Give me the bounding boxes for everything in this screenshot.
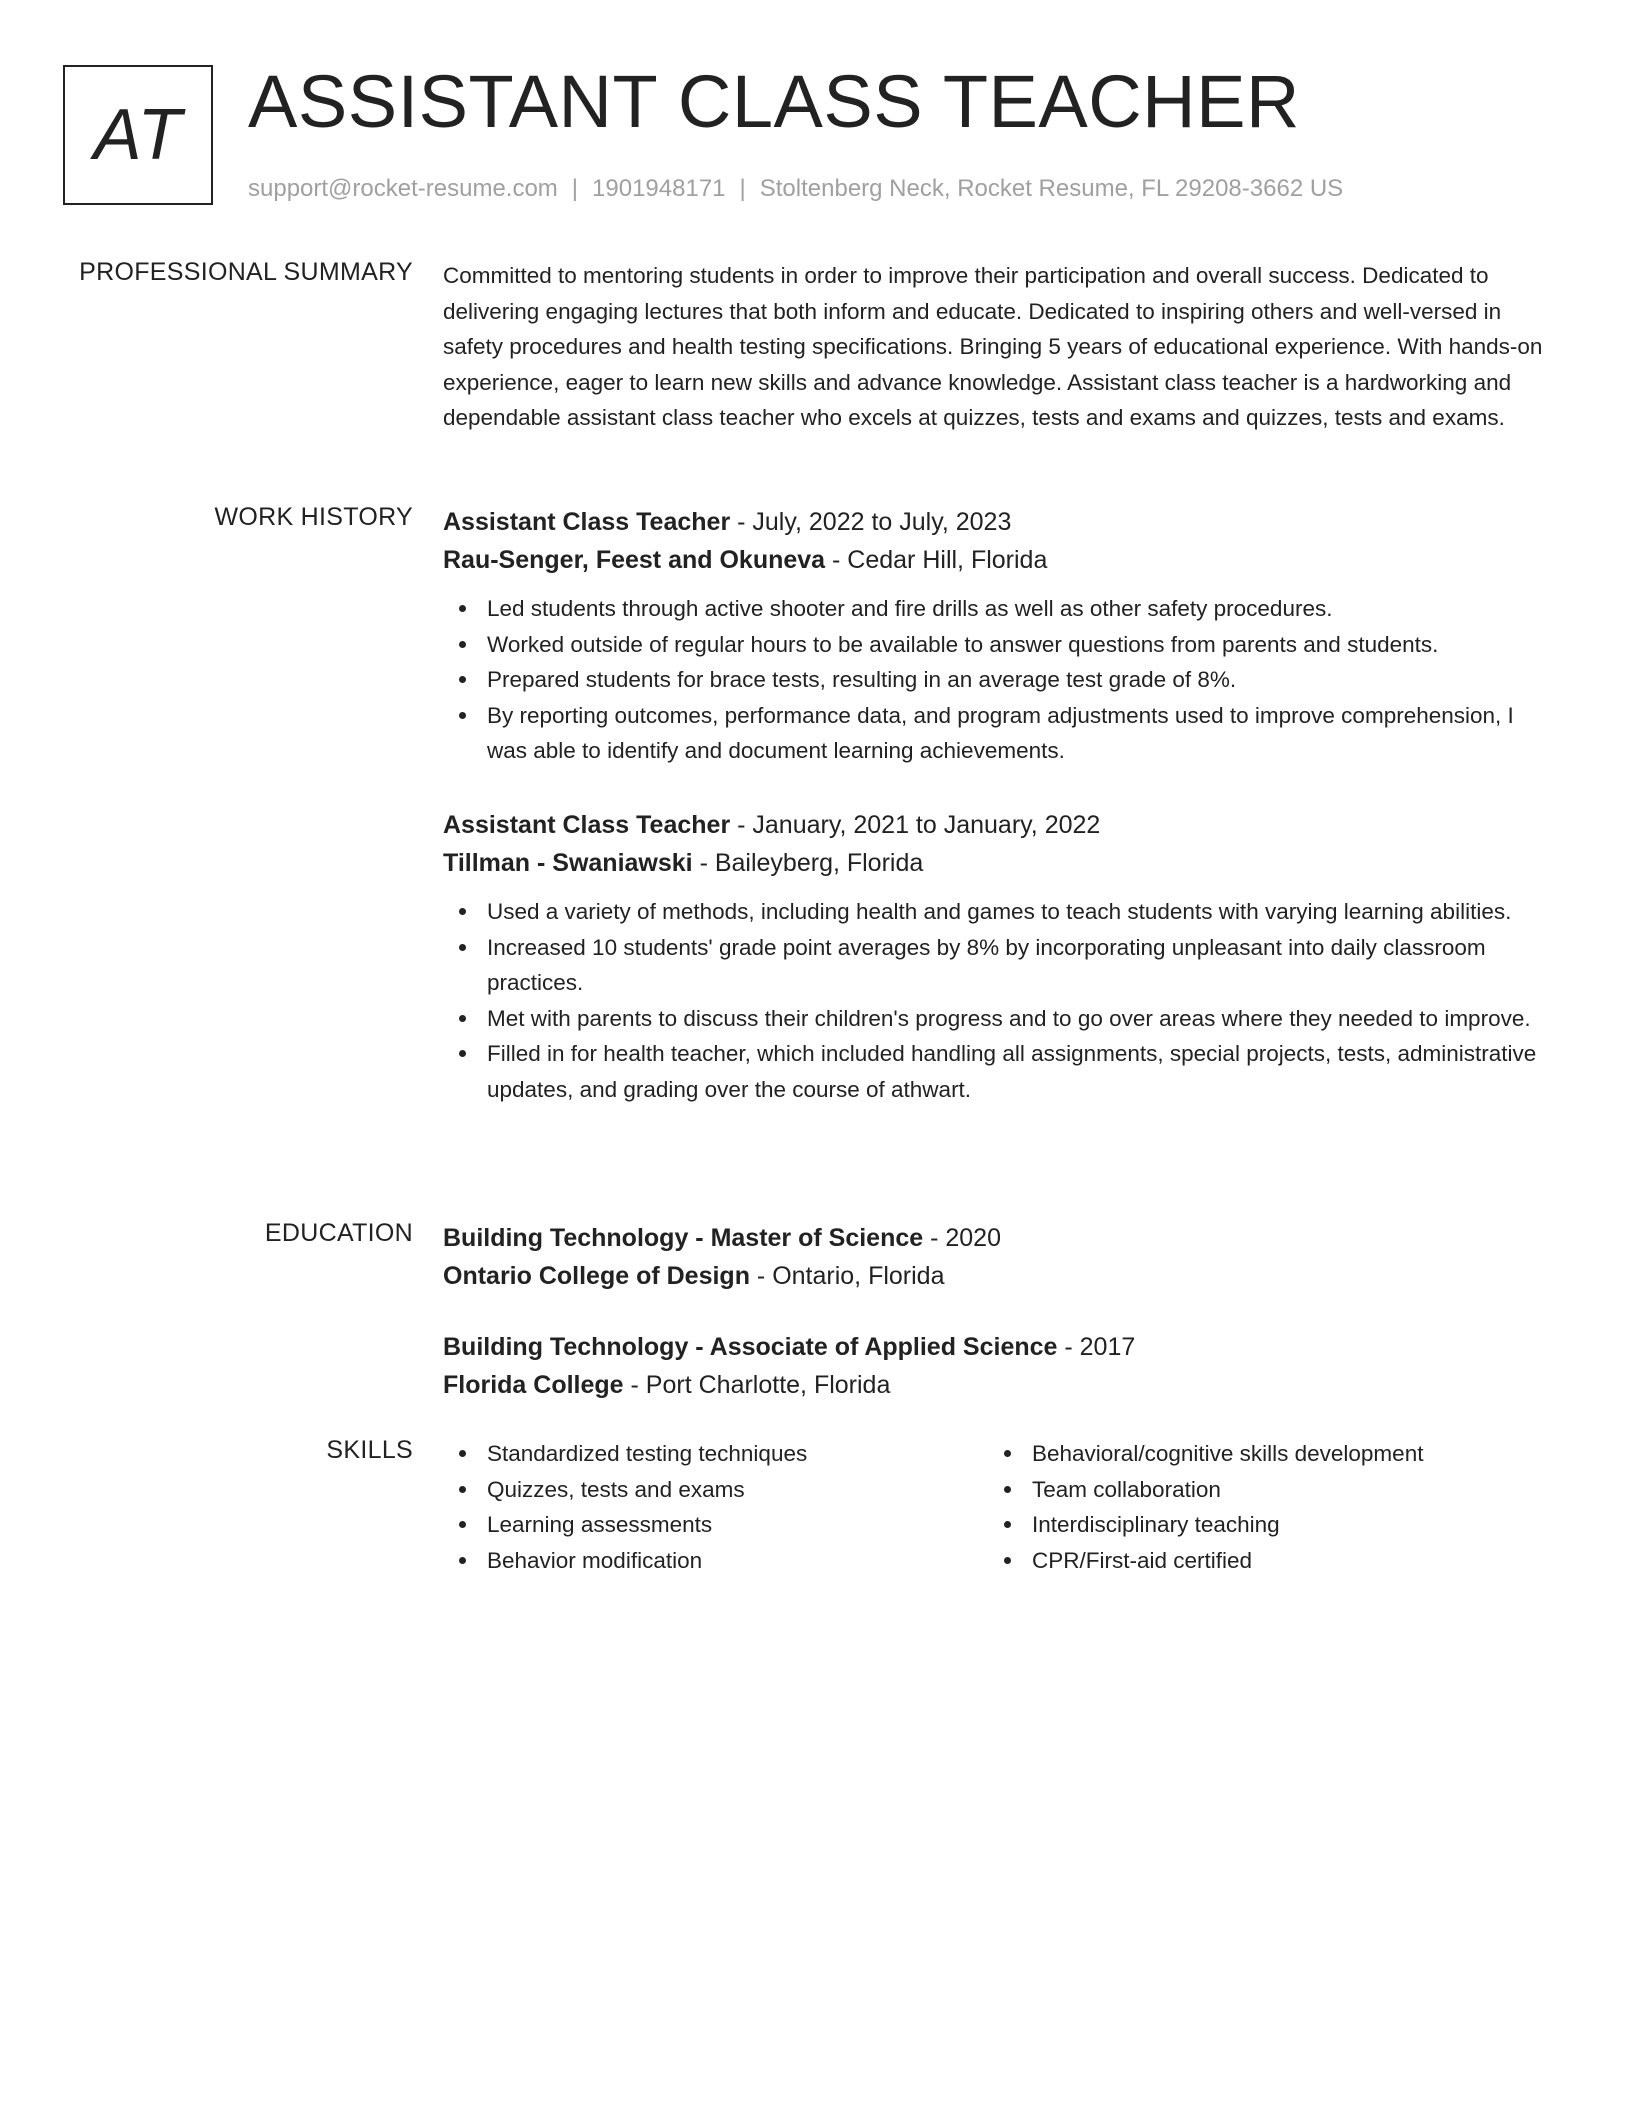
skill-item: Learning assessments <box>487 1507 1027 1543</box>
job-company: Tillman - Swaniawski <box>443 849 693 877</box>
skill-item: CPR/First-aid certified <box>1032 1543 1572 1579</box>
work-history-heading: WORK HISTORY <box>214 503 413 531</box>
skills-list-left <box>443 1436 1027 1578</box>
candidate-name: ASSISTANT CLASS TEACHER <box>248 60 1300 143</box>
skill-item: Behavior modification <box>487 1543 1027 1579</box>
job-title: Assistant Class Teacher <box>443 811 731 839</box>
skill-item: Quizzes, tests and exams <box>487 1472 1027 1508</box>
education-heading: EDUCATION <box>264 1219 413 1247</box>
skill-item: Standardized testing techniques <box>487 1436 1027 1472</box>
job-bullet: Increased 10 students' grade point averages by 8% by incorporating unpleasant into daily classroom practices. <box>487 930 1553 1001</box>
summary-text: Committed to mentoring students in order to improve their participation and overall success. Dedicated to delivering engaging lectures that both inform and educate. Dedicated to inspiring others and well-versed in safety procedures and health testing specifications. Bringing 5 years of educational experience. With hands-on experience, eager to learn new skills and advance knowledge. Assistant class teacher is a hardworking and dependable assistant class teacher who excels at quizzes, tests and exams and quizzes, tests and exams. <box>443 263 1543 431</box>
contact-address: Stoltenberg Neck, Rocket Resume, FL 29208-3662 US <box>759 175 1344 202</box>
job-company-line <box>443 541 1553 579</box>
job-title-line <box>443 806 1553 844</box>
education-school-line <box>443 1257 1553 1295</box>
education-degree: Building Technology - Master of Science <box>443 1224 924 1252</box>
skill-item: Behavioral/cognitive skills development <box>1032 1436 1572 1472</box>
job-bullet-list <box>443 894 1553 1108</box>
education-year: - 2017 <box>1057 1333 1136 1361</box>
skills-heading: SKILLS <box>326 1436 413 1464</box>
job-dates: - January, 2021 to January, 2022 <box>730 811 1101 839</box>
contact-separator: | <box>571 175 579 202</box>
monogram-box <box>63 65 213 205</box>
education-school-line <box>443 1366 1553 1404</box>
summary-body <box>443 258 1553 436</box>
job-bullet: By reporting outcomes, performance data, and program adjustments used to improve comprehension, I was able to identify and document learning achievements. <box>487 698 1553 769</box>
job-company: Rau-Senger, Feest and Okuneva <box>443 546 826 574</box>
education-year: - 2020 <box>923 1224 1001 1252</box>
education-location: - Ontario, Florida <box>749 1262 945 1290</box>
education-location: - Port Charlotte, Florida <box>623 1371 891 1399</box>
job-bullet: Filled in for health teacher, which included handling all assignments, special projects, tests, administrative updates, and grading over the course of athwart. <box>487 1036 1553 1107</box>
education-entry <box>443 1328 1553 1404</box>
job-location: - Baileyberg, Florida <box>692 849 924 877</box>
job-company-line <box>443 844 1553 882</box>
summary-heading: PROFESSIONAL SUMMARY <box>79 258 413 286</box>
job-location: - Cedar Hill, Florida <box>825 546 1048 574</box>
education-degree: Building Technology - Associate of Applied Science <box>443 1333 1058 1361</box>
skill-item: Interdisciplinary teaching <box>1032 1507 1572 1543</box>
contact-line <box>248 175 1343 203</box>
contact-email: support@rocket-resume.com <box>248 175 558 202</box>
skill-item: Team collaboration <box>1032 1472 1572 1508</box>
job-bullet: Worked outside of regular hours to be available to answer questions from parents and students. <box>487 627 1553 663</box>
contact-phone: 1901948171 <box>592 175 726 202</box>
education-entry <box>443 1219 1553 1295</box>
job-title-line <box>443 503 1553 541</box>
job-dates: - July, 2022 to July, 2023 <box>730 508 1012 536</box>
job-title: Assistant Class Teacher <box>443 508 731 536</box>
job-entry <box>443 806 1553 1108</box>
education-degree-line <box>443 1219 1553 1257</box>
job-bullet: Led students through active shooter and fire drills as well as other safety procedures. <box>487 591 1553 627</box>
education-school: Ontario College of Design <box>443 1262 750 1290</box>
skills-list-right <box>988 1436 1572 1578</box>
job-entry <box>443 503 1553 769</box>
job-bullet-list <box>443 591 1553 769</box>
education-school: Florida College <box>443 1371 624 1399</box>
contact-separator: | <box>739 175 746 202</box>
job-bullet: Prepared students for brace tests, resulting in an average test grade of 8%. <box>487 662 1553 698</box>
job-bullet: Met with parents to discuss their children's progress and to go over areas where they needed to improve. <box>487 1001 1553 1037</box>
monogram-initials: AT <box>93 95 183 175</box>
education-degree-line <box>443 1328 1553 1366</box>
job-bullet: Used a variety of methods, including health and games to teach students with varying learning abilities. <box>487 894 1553 930</box>
